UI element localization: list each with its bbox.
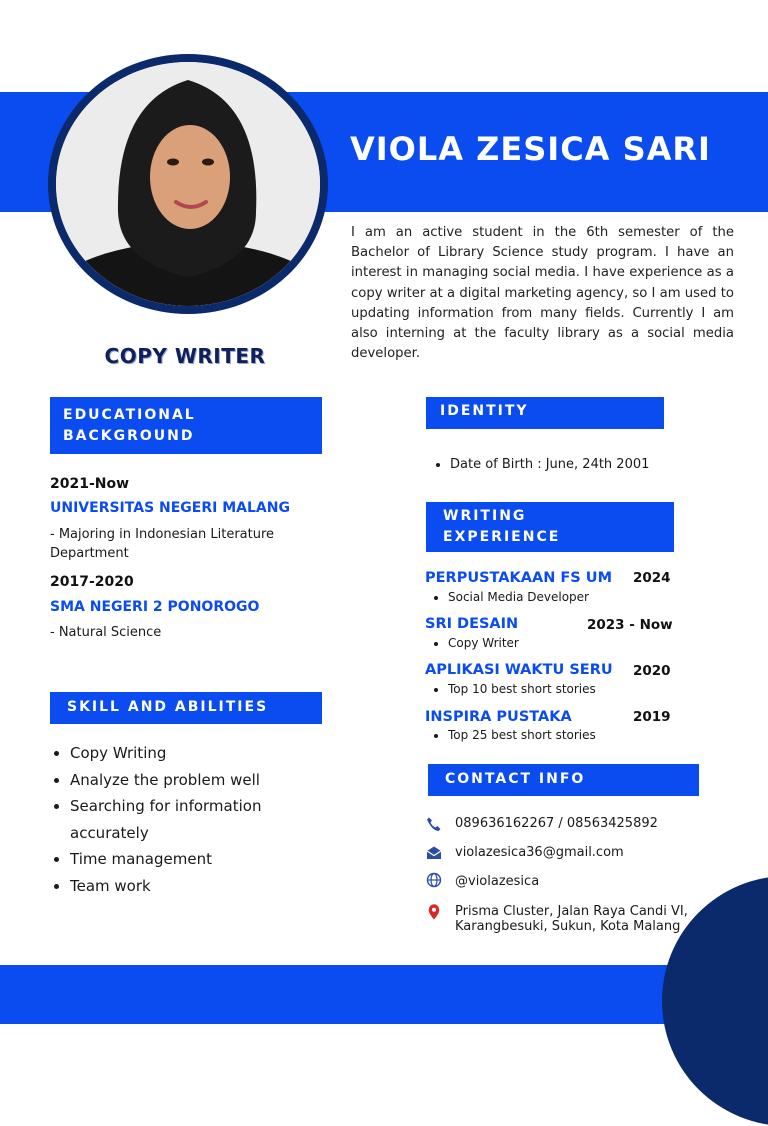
experience-place: SRI DESAIN [425,616,519,632]
experience-place: INSPIRA PUSTAKA [425,709,572,725]
identity-list [430,455,730,474]
experience-role: • Top 10 best short stories [448,681,728,697]
experience-role: • Social Media Developer [448,589,728,605]
skills-list [50,740,325,899]
skill-item: • Team work [70,873,325,900]
experience-role: • Top 25 best short stories [448,727,728,743]
skill-item: • Searching for information accurately [70,793,325,846]
education-school: SMA NEGERI 2 PONOROGO [50,599,260,615]
footer-band [0,965,768,1024]
education-detail: - Natural Science [50,625,162,640]
experience-header-line2: EXPERIENCE [443,529,561,545]
social-handle[interactable]: @violazesica [455,874,540,889]
profile-summary: I am an active student in the 6th semester of the Bachelor of Library Science study program. I have an interest in managing social media. I have experience as a copy writer at a digital marketing agency, so I am used to updating information from many fields. Currently I am also interning at the faculty library as a social media developer. [351,225,734,362]
experience-roles [428,635,728,651]
email-link[interactable]: violazesica36@gmail.com [455,845,624,860]
globe-icon [426,872,442,892]
experience-year: 2024 [633,570,671,586]
education-header [50,397,322,454]
job-title: COPY WRITER [104,344,266,368]
experience-roles [428,681,728,697]
contact-header: CONTACT INFO [428,764,699,796]
experience-roles [428,589,728,605]
education-header-line1: EDUCATIONAL [63,407,196,423]
skill-item: • Time management [70,846,325,873]
experience-role: • Copy Writer [448,635,728,651]
phone-number[interactable]: 089636162267 / 08563425892 [455,816,658,831]
education-years: 2021-Now [50,476,130,492]
education-detail: - Majoring in Indonesian Literature Department [50,527,275,561]
experience-place: PERPUSTAKAAN FS UM [425,570,612,586]
mail-icon [426,845,442,865]
education-header-line2: BACKGROUND [63,428,195,444]
phone-icon [426,816,442,836]
address-text: Prisma Cluster, Jalan Raya Candi VI, Karangbesuki, Sukun, Kota Malang [455,904,688,934]
skill-item: • Analyze the problem well [70,767,325,794]
education-years: 2017-2020 [50,574,134,590]
skill-item: • Copy Writing [70,740,325,767]
experience-year: 2023 - Now [587,617,673,633]
profile-photo [56,62,320,306]
experience-header-line1: WRITING [443,508,527,524]
experience-year: 2019 [633,709,671,725]
identity-header: IDENTITY [426,397,664,429]
education-school: UNIVERSITAS NEGERI MALANG [50,500,290,516]
identity-item: • Date of Birth : June, 24th 2001 [450,455,730,474]
candidate-name: VIOLA ZESICA SARI [350,130,711,168]
location-pin-icon [426,904,442,924]
experience-roles [428,727,728,743]
skills-header: SKILL AND ABILITIES [50,692,322,724]
experience-header [426,502,674,552]
experience-year: 2020 [633,663,671,679]
experience-place: APLIKASI WAKTU SERU [425,662,613,678]
